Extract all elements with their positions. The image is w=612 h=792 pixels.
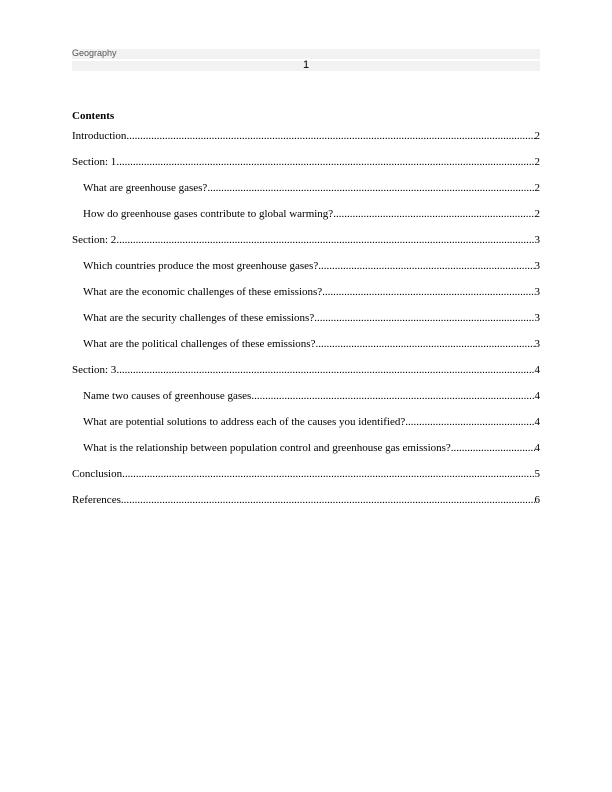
toc-entry-page: 5: [534, 468, 540, 480]
dot-leader: [315, 337, 534, 351]
dot-leader: [126, 129, 534, 143]
toc-entry-page: 3: [534, 286, 540, 298]
toc-entry-page: 4: [534, 416, 540, 428]
toc-entry-security[interactable]: [72, 311, 540, 337]
toc-entry-page: 2: [534, 208, 540, 220]
toc-entry-label: What are potential solutions to address each of the causes you identified?: [83, 416, 406, 428]
dot-leader: [116, 233, 534, 247]
table-of-contents: [72, 109, 540, 519]
dot-leader: [207, 181, 534, 195]
toc-entry-label: Section: 1: [72, 156, 117, 168]
dot-leader: [322, 285, 534, 299]
toc-entry-conclusion[interactable]: [72, 467, 540, 493]
toc-entry-page: 4: [534, 390, 540, 402]
toc-entry-label: Introduction: [72, 130, 127, 142]
toc-entry-label: Section: 3: [72, 364, 117, 376]
dot-leader: [333, 207, 534, 221]
dot-leader: [116, 155, 534, 169]
toc-entry-page: 3: [534, 338, 540, 350]
toc-title: Contents: [72, 110, 115, 122]
toc-entry-label: What is the relationship between population control and greenhouse gas emissions?: [83, 442, 451, 454]
toc-entry-introduction[interactable]: [72, 129, 540, 155]
toc-entry-page: 2: [534, 182, 540, 194]
toc-entry-global-warming[interactable]: [72, 207, 540, 233]
toc-entry-label: Name two causes of greenhouse gases: [83, 390, 252, 402]
toc-entry-economic[interactable]: [72, 285, 540, 311]
toc-entry-label: What are greenhouse gases?: [83, 182, 208, 194]
dot-leader: [116, 363, 534, 377]
toc-entry-label: Conclusion: [72, 468, 123, 480]
running-header: Geography: [72, 48, 117, 58]
toc-entry-label: References: [72, 494, 121, 506]
toc-entry-causes[interactable]: [72, 389, 540, 415]
dot-leader: [314, 311, 534, 325]
toc-entry-solutions[interactable]: [72, 415, 540, 441]
header-background: [72, 49, 540, 59]
toc-entry-page: 6: [534, 494, 540, 506]
dot-leader: [121, 493, 535, 507]
toc-entry-political[interactable]: [72, 337, 540, 363]
toc-entry-greenhouse-gases[interactable]: [72, 181, 540, 207]
toc-entry-countries[interactable]: [72, 259, 540, 285]
toc-entry-section-3[interactable]: [72, 363, 540, 389]
toc-entry-page: 3: [534, 260, 540, 272]
toc-entry-label: How do greenhouse gases contribute to global warming?: [83, 208, 334, 220]
dot-leader: [318, 259, 534, 273]
toc-entry-label: Section: 2: [72, 234, 117, 246]
toc-entry-page: 2: [534, 156, 540, 168]
dot-leader: [122, 467, 534, 481]
toc-entry-section-2[interactable]: [72, 233, 540, 259]
toc-entry-references[interactable]: [72, 493, 540, 519]
toc-entry-label: What are the political challenges of these emissions?: [83, 338, 316, 350]
toc-entry-label: What are the economic challenges of these emissions?: [83, 286, 323, 298]
toc-entry-section-1[interactable]: [72, 155, 540, 181]
toc-entry-page: 4: [534, 364, 540, 376]
toc-entry-page: 3: [534, 234, 540, 246]
toc-entry-page: 2: [534, 130, 540, 142]
dot-leader: [451, 441, 535, 455]
toc-entry-page: 4: [534, 442, 540, 454]
dot-leader: [405, 415, 534, 429]
toc-entry-label: Which countries produce the most greenhouse gases?: [83, 260, 319, 272]
toc-entry-population[interactable]: [72, 441, 540, 467]
page-number: 1: [302, 59, 310, 71]
dot-leader: [251, 389, 534, 403]
toc-entry-page: 3: [534, 312, 540, 324]
toc-entry-label: What are the security challenges of these emissions?: [83, 312, 315, 324]
